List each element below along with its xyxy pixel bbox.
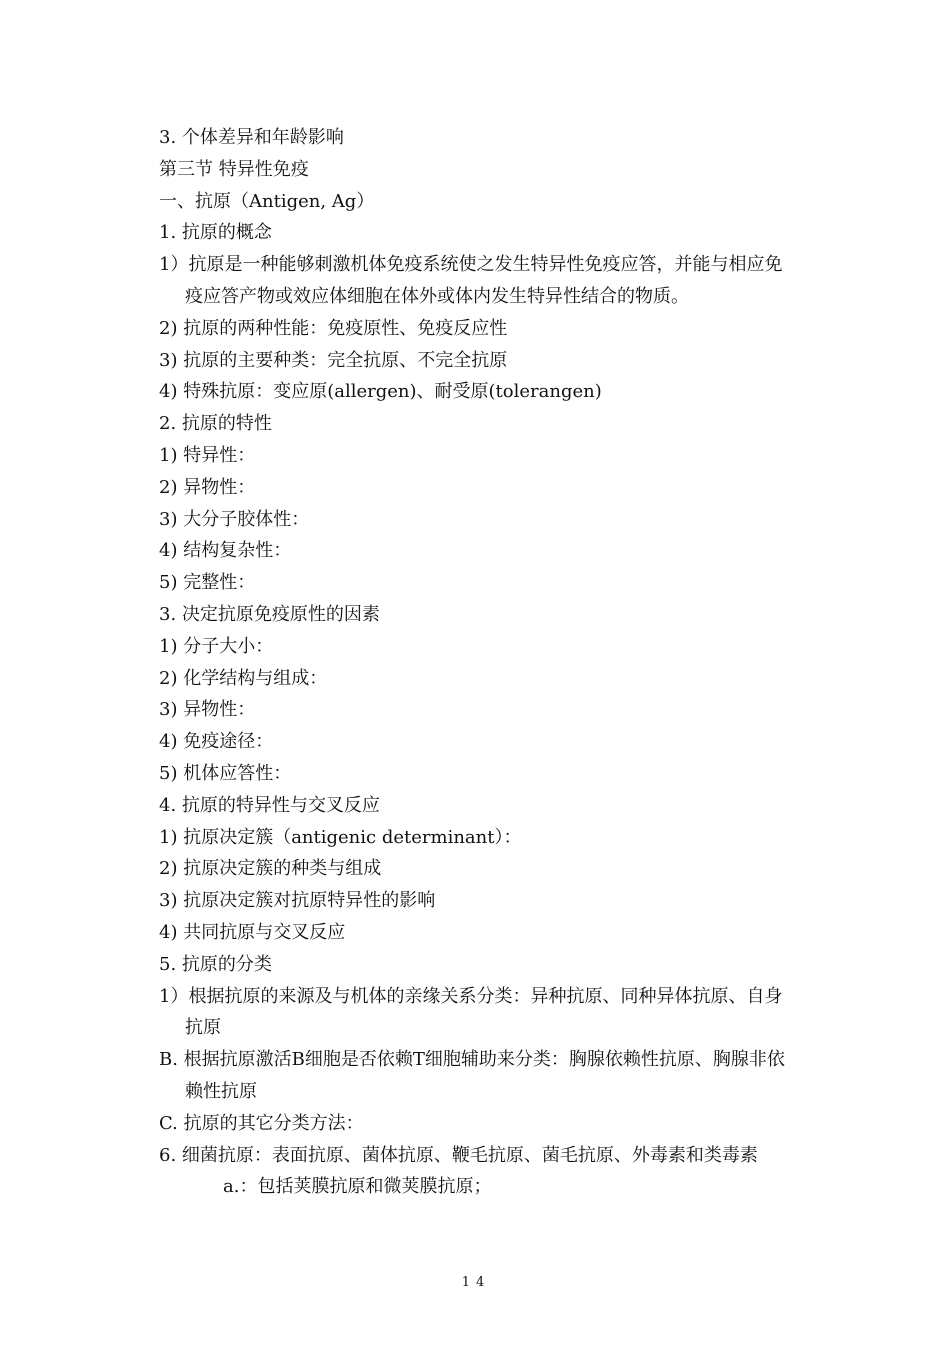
heading-antigen-properties: 2. 抗原的特性 bbox=[159, 413, 272, 435]
text-line: 2) 抗原决定簇的种类与组成 bbox=[159, 858, 382, 880]
text-line: 3) 抗原的主要种类：完全抗原、不完全抗原 bbox=[159, 349, 508, 371]
text-line: 5) 机体应答性： bbox=[159, 762, 292, 784]
text-line: 2) 抗原的两种性能：免疫原性、免疫反应性 bbox=[159, 317, 508, 339]
text-line: 4) 免疫途径： bbox=[159, 731, 274, 753]
text-line: 3) 异物性： bbox=[159, 699, 256, 721]
section-title: 第三节 特异性免疫 bbox=[159, 158, 309, 180]
text-line-indented: a.：包括荚膜抗原和微荚膜抗原； bbox=[223, 1176, 492, 1198]
text-line: 4) 特殊抗原：变应原(allergen)、耐受原(tolerangen) bbox=[159, 381, 602, 403]
document-body bbox=[159, 122, 829, 1203]
text-line: 2) 化学结构与组成： bbox=[159, 667, 328, 689]
text-line: C. 抗原的其它分类方法： bbox=[159, 1112, 364, 1134]
text-line: 4) 结构复杂性： bbox=[159, 540, 292, 562]
heading-specificity-cross-reaction: 4. 抗原的特异性与交叉反应 bbox=[159, 794, 380, 816]
heading-antigen-classification: 5. 抗原的分类 bbox=[159, 953, 272, 975]
heading-antigen-concept: 1. 抗原的概念 bbox=[159, 222, 272, 244]
text-line: 2) 异物性： bbox=[159, 476, 256, 498]
text-line-continuation: 疫应答产物或效应体细胞在体外或体内发生特异性结合的物质。 bbox=[185, 285, 689, 307]
text-line-continuation: 抗原 bbox=[185, 1017, 221, 1039]
heading-individual-differences: 3. 个体差异和年龄影响 bbox=[159, 127, 344, 148]
text-line: 1) 抗原决定簇（antigenic determinant）： bbox=[159, 826, 522, 848]
text-line: 1）根据抗原的来源及与机体的亲缘关系分类：异种抗原、同种异体抗原、自身 bbox=[159, 985, 783, 1007]
text-line: 1) 分子大小： bbox=[159, 635, 274, 657]
page-number: 14 bbox=[461, 1275, 491, 1290]
text-line: B. 根据抗原激活B细胞是否依赖T细胞辅助来分类：胸腺依赖性抗原、胸腺非依 bbox=[159, 1049, 785, 1071]
text-line: 1) 特异性： bbox=[159, 444, 256, 466]
text-line-continuation: 赖性抗原 bbox=[185, 1080, 257, 1102]
text-line: 4) 共同抗原与交叉反应 bbox=[159, 921, 346, 943]
heading-bacterial-antigens: 6. 细菌抗原：表面抗原、菌体抗原、鞭毛抗原、菌毛抗原、外毒素和类毒素 bbox=[159, 1144, 758, 1166]
text-line: 5) 完整性： bbox=[159, 572, 256, 594]
heading-immunogenicity-factors: 3. 决定抗原免疫原性的因素 bbox=[159, 603, 380, 625]
text-line: 3) 大分子胶体性： bbox=[159, 508, 310, 530]
text-line: 1）抗原是一种能够刺激机体免疫系统使之发生特异性免疫应答，并能与相应免 bbox=[159, 254, 783, 276]
heading-antigen: 一、抗原（Antigen, Ag） bbox=[159, 190, 375, 212]
text-line: 3) 抗原决定簇对抗原特异性的影响 bbox=[159, 890, 436, 912]
